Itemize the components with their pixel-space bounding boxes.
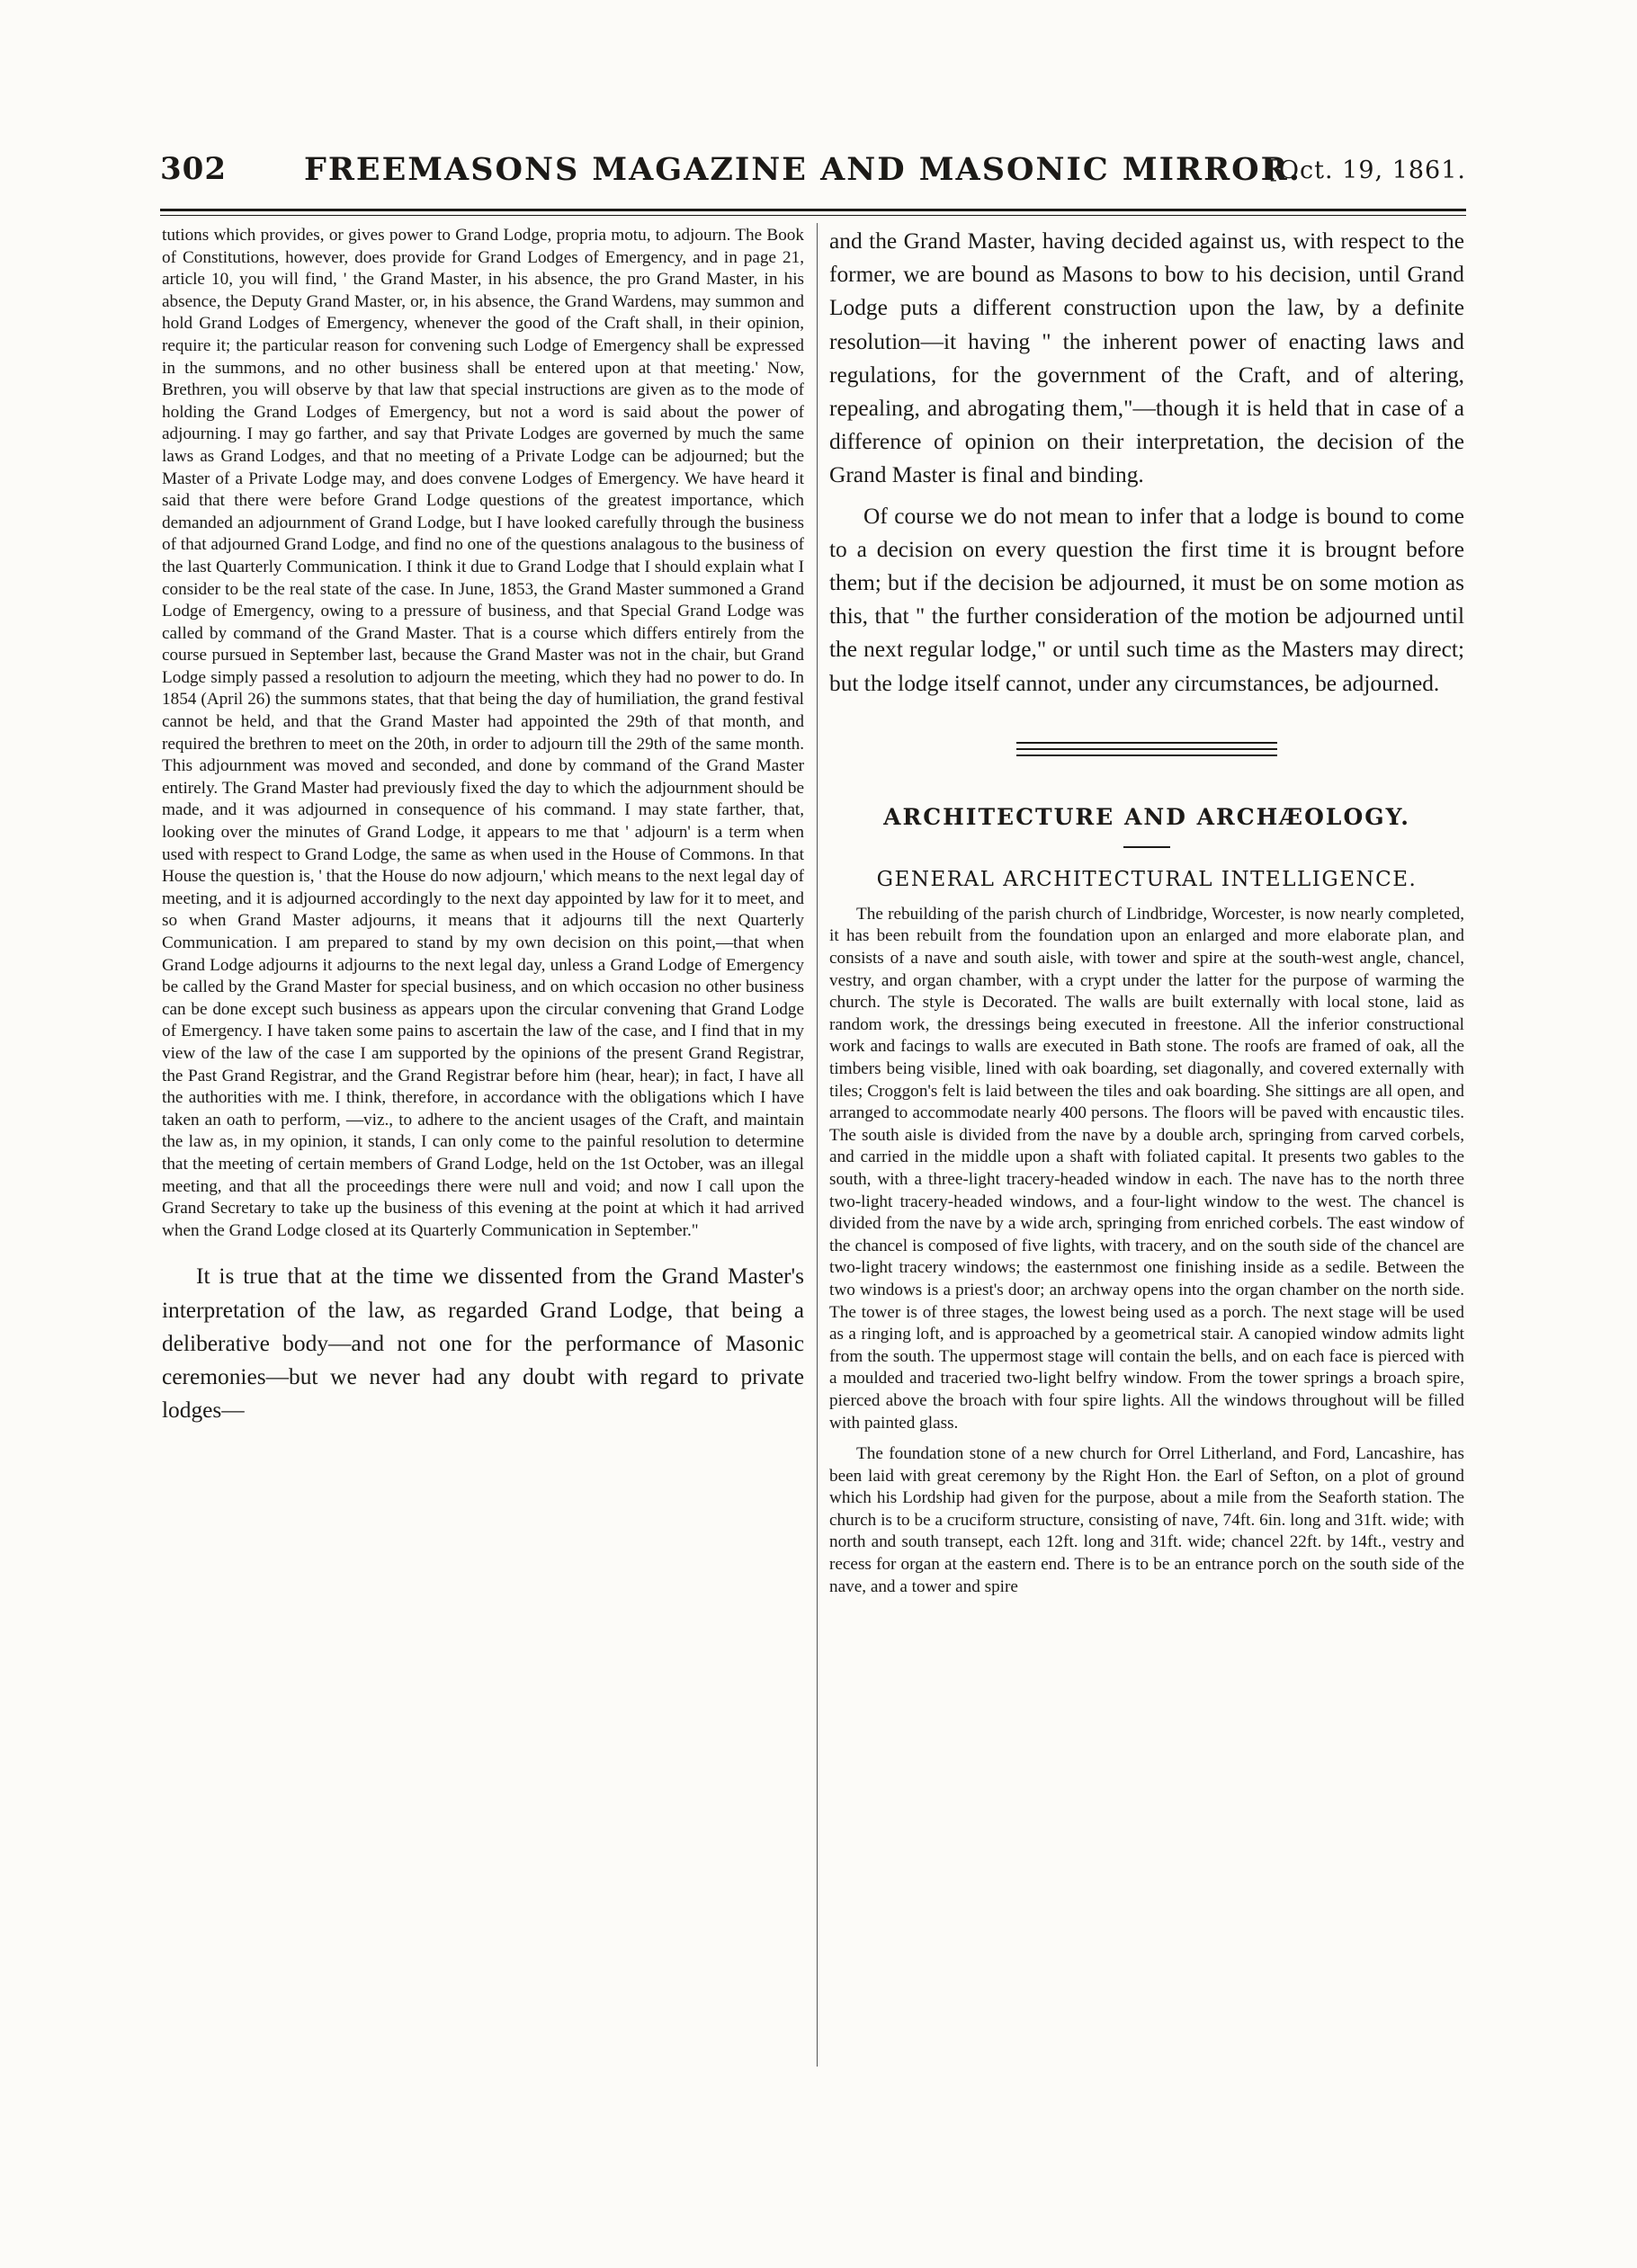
running-header [160,151,1466,196]
header-rule [160,209,1466,211]
header-rule-thin [160,215,1466,216]
magazine-title: FREEMASONS MAGAZINE AND MASONIC MIRROR. [304,151,1302,188]
architecture-article [829,904,1464,1598]
section-subtitle: GENERAL ARCHITECTURAL INTELLIGENCE. [876,867,1418,891]
issue-date: [Oct. 19, 1861. [1268,156,1466,184]
editorial-paragraph-closing: Of course we do not mean to infer that a lodge is bound to come to a decision on every question the first time it is brougnt before them; but if the decision be adjourned, it must be on some motion as this, that " the further consideration of the motion be adjourned until the next regular lodge," or until such time as the Masters may direct; but the lodge itself cannot, under any circumstances, be adjourned. [829,503,1464,696]
column-divider [817,223,818,2067]
speech-text: tutions which provides, or gives power to Grand Lodge, propria motu, to adjourn. The Book of Constitutions, however, does provide for Grand Lodges of Emergency, and in page 21, article 10, you will find, ' the Grand Master, in his absence, the pro Grand Master, in his absence, the Deputy Grand Master, or, in his absence, the Grand Wardens, may summon and hold Grand Lodges of Emergency, whenever the good of the Craft shall, in their opinion, require it; the particular reason for convening such Lodge of Emergency shall be expressed in the summons, and no other business shall be entered upon at that meeting.' Now, Brethren, you will observe by that law that special instructions are given as to the mode of holding the Grand Lodges of Emergency, but not a word is said about the power of adjourning. I may go farther, and say that Private Lodges are governed by much the same laws as Grand Lodges, and that no meeting of a Private Lodge can be adjourned; but the Master of a Private Lodge may, and does convene Lodges of Emergency. We have heard it said that there were before Grand Lodge questions of the greatest importance, which demanded an adjournment of Grand Lodge, but I have looked carefully through the business of that adjourned Grand Lodge, and find no one of the questions analagous to the business of the last Quarterly Communication. I think it due to Grand Lodge that I should explain what I consider to be the real state of the case. In June, 1853, the Grand Master summoned a Grand Lodge of Emergency, owing to a pressure of business, and that Special Grand Lodge was called by command of the Grand Master. That is a course which differs entirely from the course pursued in September last, because the Grand Master was not in the chair, but Grand Lodge simply passed a resolution to adjourn the meeting, which they had no power to do. In 1854 (April 26) the summons states, that that being the day of humiliation, the grand festival cannot be held, and that the Grand Master had appointed the 29th of that month, and required the brethren to meet on the 20th, in order to adjourn till the 29th of the same month. This adjournment was moved and seconded, and done by command of the Grand Master entirely. The Grand Master had previously fixed the day to which the adjournment should be made, and it was adjourned in consequence of his command. I may state farther, that, looking over the minutes of Grand Lodge, it appears to me that ' adjourn' is a term when used with respect to Grand Lodge, the same as when used in the House of Commons. In that House the question is, ' that the House do now adjourn,' which means to the next legal day of meeting, and it is adjourned accordingly to the next day appointed by law for it to meet, and so when Grand Master adjourns, it means that it adjourns till the next Quarterly Communication. I am prepared to stand by my own decision on this point,—that when Grand Lodge adjourns it adjourns to the next legal day, unless a Grand Lodge of Emergency be called by the Grand Master for special business, and on which occasion no other business can be done except such business as appears upon the circular convening that Grand Lodge of Emergency. I have taken some pains to ascertain the law of the case, and I find that in my view of the law of the case I am supported by the opinions of the present Grand Registrar, the Past Grand Registrar, and the Grand Registrar before him (hear, hear); in fact, I have all the authorities with me. I think, therefore, in accordance with the obligations which I have taken an oath to perform, —viz., to adhere to the ancient usages of the Craft, and maintain the law as, in my opinion, it stands, I can only come to the painful resolution to determine that the meeting of certain members of Grand Lodge, held on the 1st October, was an illegal meeting, and that all the proceedings there were null and void; and now I call upon the Grand Secretary to take up the business of this evening at the point at which it had arrived when the Grand Lodge closed at its Quarterly Communication in September." [162,226,804,1240]
right-column [829,225,1464,1598]
article-paragraph-lindbridge: The rebuilding of the parish church of Lindbridge, Worcester, is now nearly completed, it has been rebuilt from the foundation upon an enlarged and more elaborate plan, and consists of a nave and south aisle, with tower and spire at the south-west angle, chancel, vestry, and organ chamber, with a crypt under the latter for the purpose of warming the church. The style is Decorated. The walls are built externally with local stone, laid as random work, the dressings being executed in freestone. All the inferior constructional work and facings to walls are executed in Bath stone. The roofs are framed of oak, all the timbers being visible, lined with oak boarding, set diagonally, and covered externally with tiles; Croggon's felt is laid between the tiles and oak boarding. She sittings are all open, and arranged to accommodate nearly 400 persons. The floors will be paved with encaustic tiles. The south aisle is divided from the nave by a double arch, springing from carved corbels, and carried in the middle upon a shaft with foliated capital. It presents two gables to the south, with a three-light tracery-headed window in each. The nave has to the north three two-light tracery-headed windows, and a four-light window to the west. The chancel is divided from the nave by a wide arch, springing from enriched corbels. The east window of the chancel is composed of five lights, with tracery, and on the south side of the chancel are two-light tracery windows; the easternmost one finishing inside as a sedile. Between the two windows is a priest's door; an archway opens into the organ chamber on the north side. The tower is of three stages, the lowest being used as a porch. The next stage will be used as a ringing loft, and is approached by a geometrical stair. A canopied window admits light from the south. The uppermost stage will contain the bells, and on each face is pierced with a moulded and traceried two-light belfry window. From the tower springs a broach spire, pierced above the broach with four spire lights. All the windows throughout will be filled with painted glass. [829,904,1464,1433]
editorial-paragraph: It is true that at the time we dissented from the Grand Master's interpretation of the law, as regarded Grand Lodge, that being a deliberative body—and not one for the performance of Masonic ceremonies—but we never had any doubt with regard to private lodges— [162,1263,804,1424]
article-paragraph-orrel: The foundation stone of a new church for Orrel Litherland, and Ford, Lancashire, has been laid with great ceremony by the Right Hon. the Earl of Sefton, on a plot of ground which his Lordship had given for the purpose, about a mile from the Seaforth station. The church is to be a cruciform structure, consisting of nave, 74ft. 6in. long and 31ft. wide; with north and south transept, each 12ft. long and 31ft. wide; chancel 22ft. by 14ft., vestry and recess for organ at the eastern end. There is to be an entrance porch on the south side of the nave, and a tower and spire [829,1444,1464,1596]
page-number: 302 [160,151,227,187]
editorial-continuation [829,225,1464,701]
section-title: ARCHITECTURE AND ARCHÆOLOGY. [883,803,1410,830]
section-divider [1016,742,1277,761]
editorial-paragraph-continued: and the Grand Master, having decided against us, with respect to the former, we are bound as Masons to bow to his decision, until Grand Lodge puts a different construction upon the law, by a definite resolution—it having " the inherent power of enacting laws and regulations, for the government of the Craft, and of altering, repealing, and abrogating them,"—though it is held that in case of a difference of opinion on their interpretation, the decision of the Grand Master is final and binding. [829,228,1464,488]
left-column [162,225,804,1427]
title-rule [1123,846,1170,848]
